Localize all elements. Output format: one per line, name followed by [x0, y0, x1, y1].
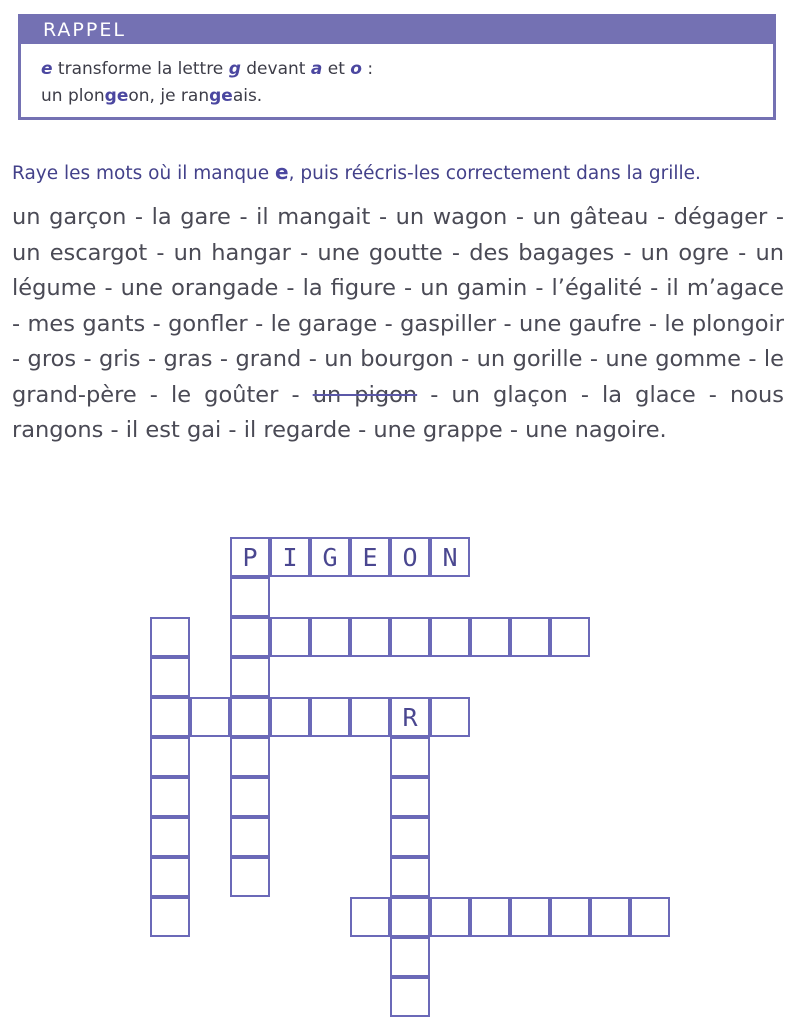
crossword-cell[interactable]: [390, 937, 430, 977]
crossword-cell[interactable]: [150, 657, 190, 697]
crossword-cell[interactable]: [350, 897, 390, 937]
highlight-ge: ge: [104, 86, 129, 106]
crossword-cell[interactable]: [390, 777, 430, 817]
word-list-text: - un glaçon - la glace - nous rangons - il est gai - il regarde - une grappe - une nagoire.: [12, 381, 784, 443]
cell-letter: N: [442, 542, 458, 572]
crossword-cell[interactable]: [270, 697, 310, 737]
cell-letter: G: [322, 542, 338, 572]
instruction-text: , puis réécris-les correctement dans la grille.: [288, 163, 701, 184]
rappel-text: transforme la lettre: [52, 59, 229, 79]
crossword-cell[interactable]: [430, 697, 470, 737]
crossword-cell[interactable]: [630, 897, 670, 937]
crossword-cell[interactable]: [350, 697, 390, 737]
crossword-cell[interactable]: [310, 617, 350, 657]
letter-e: e: [275, 160, 289, 184]
rappel-text: :: [361, 59, 374, 79]
crossword-cell[interactable]: [510, 617, 550, 657]
letter-a: a: [310, 59, 323, 79]
crossword-cell[interactable]: [390, 737, 430, 777]
cell-letter: I: [282, 542, 298, 572]
crossword-cell[interactable]: [390, 817, 430, 857]
crossword-cell[interactable]: [390, 977, 430, 1017]
crossword-cell[interactable]: [150, 777, 190, 817]
crossword-cell[interactable]: [470, 617, 510, 657]
crossword-cell[interactable]: [150, 697, 190, 737]
cell-letter: P: [242, 542, 258, 572]
crossword-cell[interactable]: [150, 897, 190, 937]
crossword-cell[interactable]: [150, 857, 190, 897]
crossword-cell[interactable]: [390, 857, 430, 897]
crossword-cell[interactable]: [230, 697, 270, 737]
cell-letter: E: [362, 542, 378, 572]
crossword-cell[interactable]: [150, 737, 190, 777]
cell-letter: R: [402, 702, 418, 732]
instruction-text: Raye les mots où il manque: [12, 163, 276, 184]
crossword-cell[interactable]: [230, 657, 270, 697]
crossword-cell[interactable]: [430, 897, 470, 937]
crossword-cell[interactable]: [350, 537, 390, 577]
crossword-cell[interactable]: [270, 617, 310, 657]
crossword-cell[interactable]: [430, 537, 470, 577]
crossword-cell[interactable]: [230, 537, 270, 577]
struck-word[interactable]: un pigon: [312, 381, 418, 408]
crossword-cell[interactable]: [230, 857, 270, 897]
crossword-cell[interactable]: [390, 897, 430, 937]
rappel-title: RAPPEL: [43, 19, 126, 41]
crossword-cell[interactable]: [150, 817, 190, 857]
crossword-cell[interactable]: [230, 737, 270, 777]
letter-e: e: [41, 59, 53, 79]
rappel-text: un plon: [41, 86, 105, 106]
crossword-cell[interactable]: [230, 817, 270, 857]
crossword-cell[interactable]: [270, 537, 310, 577]
crossword-cell[interactable]: [350, 617, 390, 657]
crossword-cell[interactable]: [230, 777, 270, 817]
crossword-cell[interactable]: [390, 537, 430, 577]
rappel-text: devant: [240, 59, 311, 79]
rappel-text: on, je ran: [128, 86, 210, 106]
crossword-cell[interactable]: [150, 617, 190, 657]
rappel-text: ais.: [232, 86, 263, 106]
rappel-text: et: [322, 59, 351, 79]
crossword-cell[interactable]: [310, 697, 350, 737]
crossword-cell[interactable]: [230, 577, 270, 617]
crossword-cell[interactable]: [430, 617, 470, 657]
crossword-cell[interactable]: [190, 697, 230, 737]
crossword-cell[interactable]: [310, 537, 350, 577]
crossword-cell[interactable]: [550, 617, 590, 657]
highlight-ge: ge: [209, 86, 233, 106]
crossword-cell[interactable]: [550, 897, 590, 937]
letter-o: o: [350, 59, 362, 79]
crossword-cell[interactable]: [510, 897, 550, 937]
crossword-cell[interactable]: [470, 897, 510, 937]
crossword-cell[interactable]: [390, 617, 430, 657]
crossword-cell[interactable]: [390, 697, 430, 737]
crossword-cell[interactable]: [230, 617, 270, 657]
word-list-text: un garçon - la gare - il mangait - un wagon - un gâteau - dégager - un escargot - un hangar - une goutte - des bagages - un ogre - un légume - une orangade - la figure - un gamin - l’égalité - il m’agace - mes gants - gonfler - le garage - gaspiller - une gaufre - le plongoir - gros - gris - gras - grand - un bourgon - un gorille - une gomme - le grand-père - le goûter -: [12, 204, 784, 408]
cell-letter: O: [402, 542, 418, 572]
crossword-cell[interactable]: [590, 897, 630, 937]
letter-g: g: [228, 59, 241, 79]
